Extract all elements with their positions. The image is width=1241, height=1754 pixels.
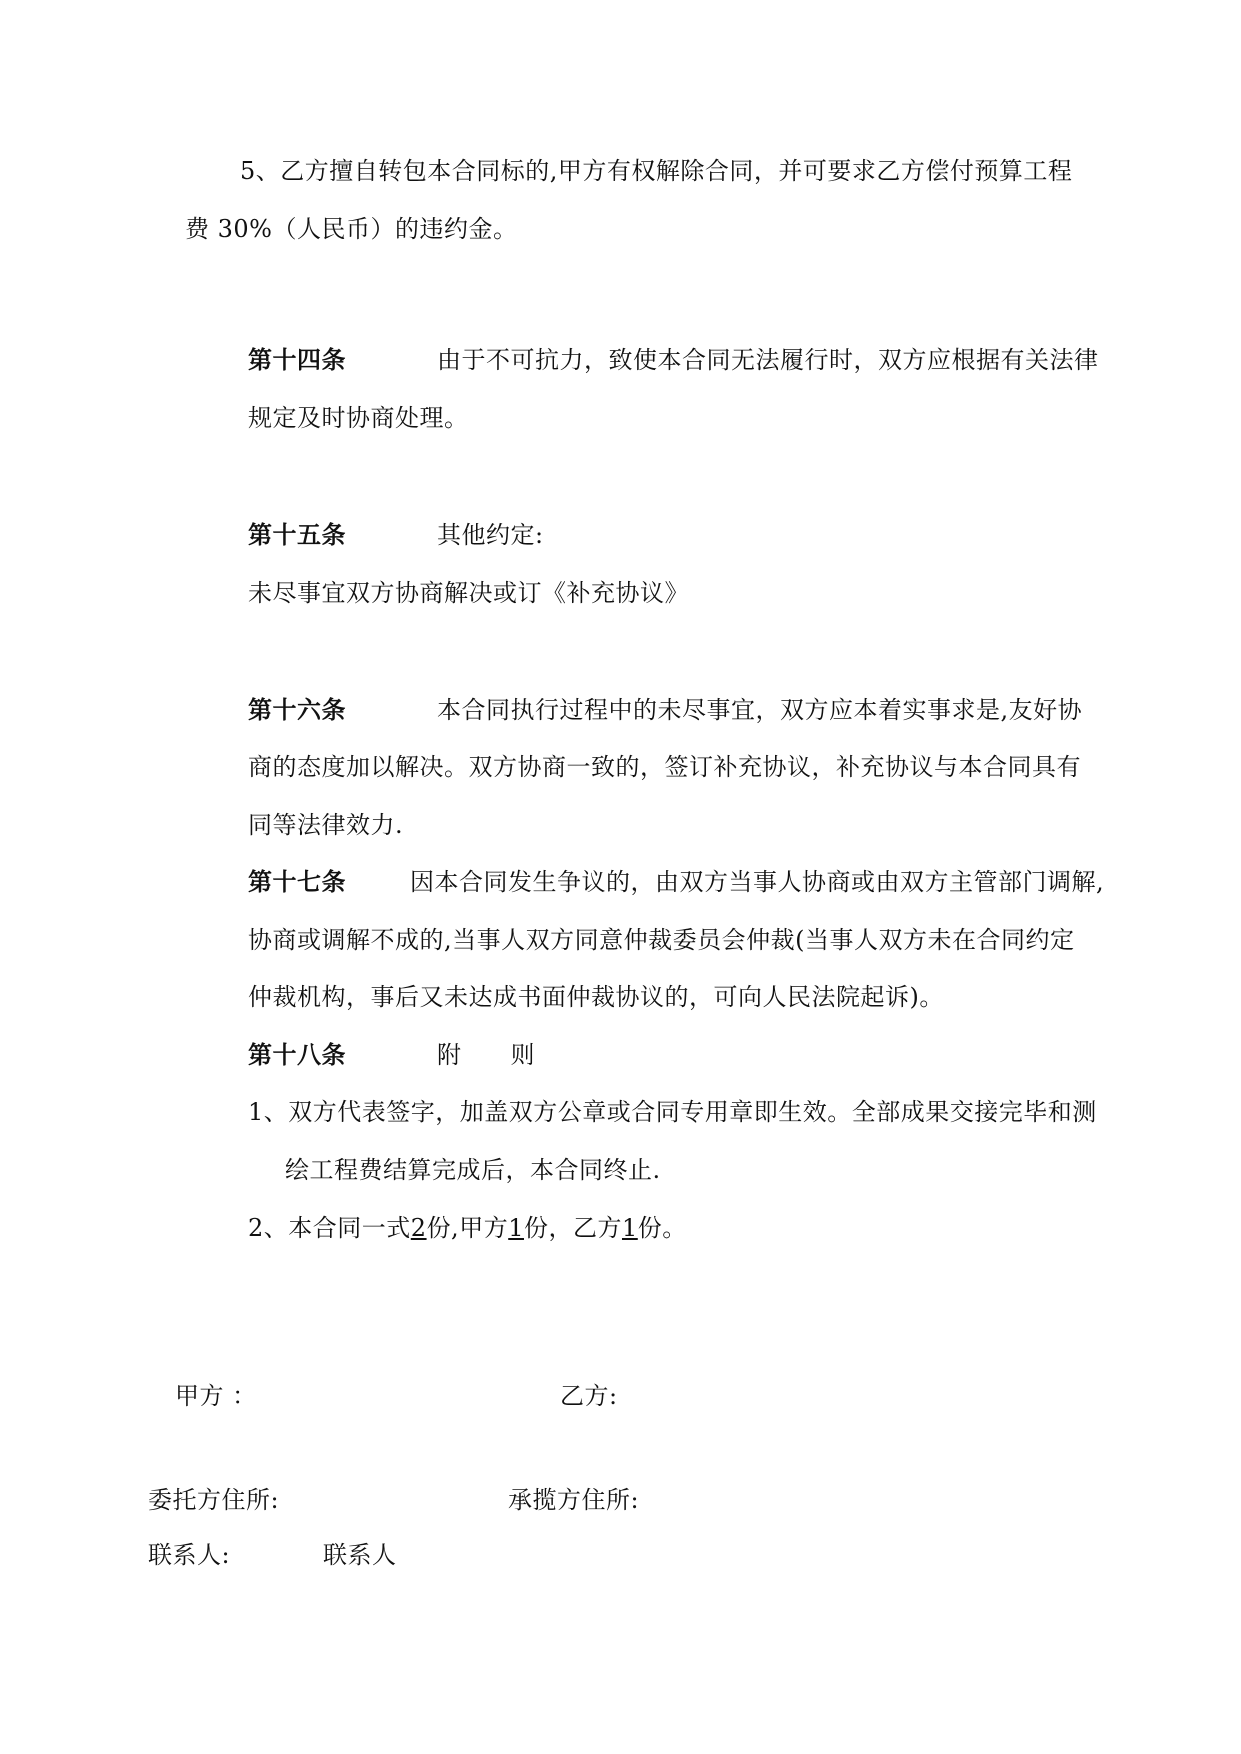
article16-line1: 本合同执行过程中的未尽事宜，双方应本着实事求是,友好协 [437,696,1083,724]
item2-suffix: 份。 [637,1214,687,1242]
article17-line2: 协商或调解不成的,当事人双方同意仲裁委员会仲裁(当事人双方未在合同约定 [248,926,1075,954]
article18-heading: 第十八条 [248,1041,346,1069]
article18-item1-line2: 绘工程费结算完成后，本合同终止. [285,1156,661,1184]
item2-prefix: 2、本合同一式 [248,1214,411,1242]
client-address-label: 委托方住所: [148,1486,280,1514]
article15-line1: 其他约定: [437,521,544,549]
contact-b-label: 联系人 [323,1541,397,1569]
article17-heading: 第十七条 [248,868,346,896]
article14-line2: 规定及时协商处理。 [248,404,469,432]
clause5-line1: 5、乙方擅自转包本合同标的,甲方有权解除合同，并可要求乙方偿付预算工程 [240,157,1073,185]
item2-party-b-copies: 1 [621,1214,638,1242]
party-a-label: 甲方 ： [175,1382,257,1410]
contact-a-label: 联系人: [148,1541,231,1569]
article16-heading: 第十六条 [248,696,346,724]
article14-line1: 由于不可抗力，致使本合同无法履行时，双方应根据有关法律 [437,346,1099,374]
article14-heading: 第十四条 [248,346,346,374]
clause5-line2: 费 30%（人民币）的违约金。 [185,215,518,243]
article15-heading: 第十五条 [248,521,346,549]
item2-copies: 2 [410,1214,427,1242]
article16-line3: 同等法律效力. [248,811,404,839]
contractor-address-label: 承揽方住所: [508,1486,640,1514]
item2-party-a-copies: 1 [508,1214,524,1242]
item2-mid2: 份，乙方 [523,1214,622,1242]
article16-line2: 商的态度加以解决。双方协商一致的，签订补充协议，补充协议与本合同具有 [248,753,1081,781]
article18-item1-line1: 1、双方代表签字，加盖双方公章或合同专用章即生效。全部成果交接完毕和测 [248,1098,1097,1126]
party-b-label: 乙方: [560,1382,618,1410]
article18-title: 附 则 [437,1041,535,1069]
article18-item2 [248,1213,687,1243]
article17-line1: 因本合同发生争议的，由双方当事人协商或由双方主管部门调解, [410,868,1105,896]
item2-mid1: 份,甲方 [426,1214,509,1242]
article15-line2: 未尽事宜双方协商解决或订《补充协议》 [248,579,689,607]
article17-line3: 仲裁机构，事后又未达成书面仲裁协议的，可向人民法院起诉)。 [248,983,944,1011]
